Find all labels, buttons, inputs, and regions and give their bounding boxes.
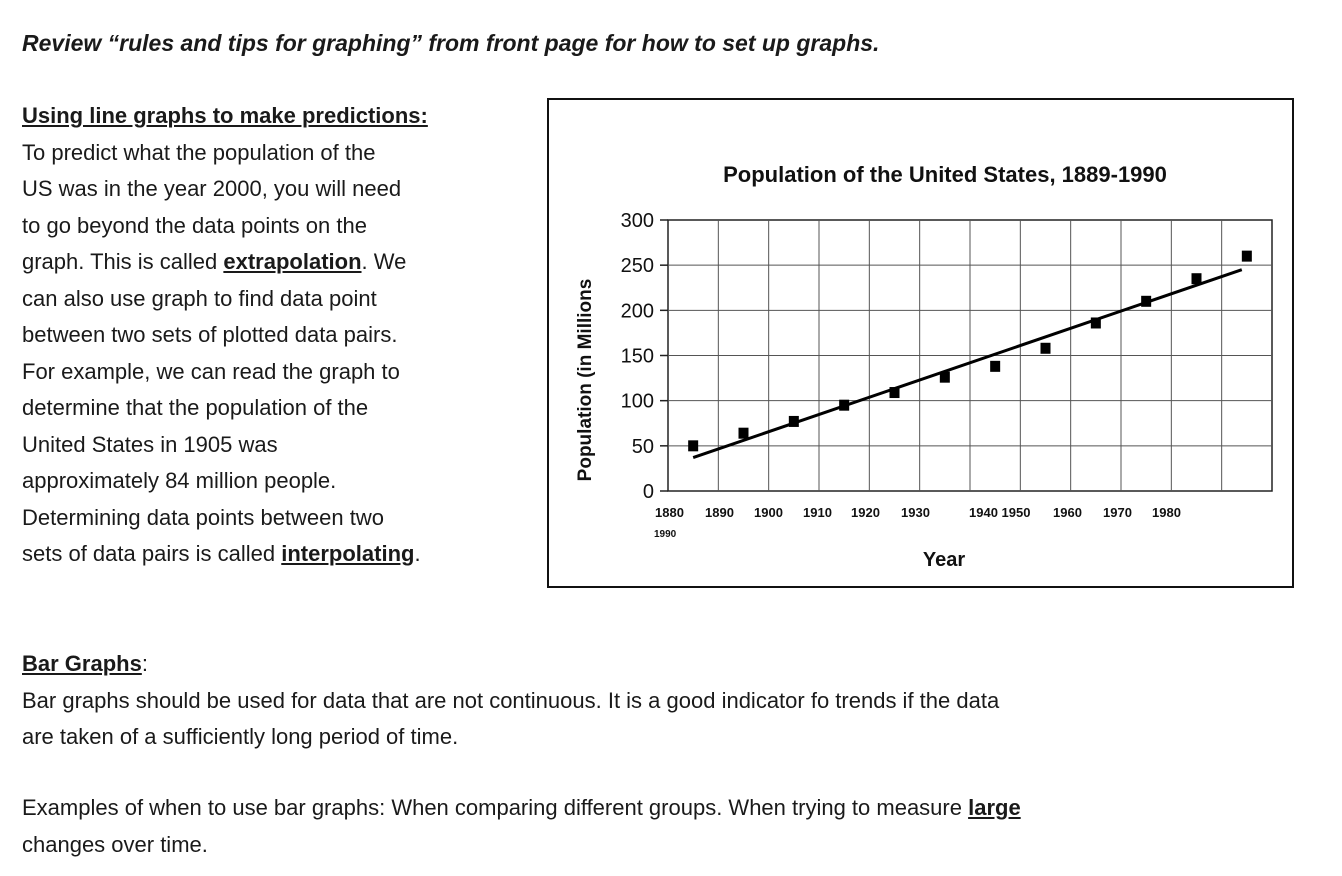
y-tick-label: 300: [620, 210, 654, 232]
bar-graph-examples: [22, 790, 1021, 863]
x-tick-label-extra: 1990: [654, 529, 677, 540]
x-tick-label: 1910: [803, 505, 832, 520]
y-tick-label: 50: [631, 435, 654, 458]
data-point: [1242, 251, 1252, 262]
text-run: . We: [361, 249, 407, 274]
paragraph-line: United States in 1905 was: [22, 431, 278, 457]
paragraph-line: Bar graphs should be used for data that are not continuous. It is a good indicator fo trends if the data: [22, 687, 1000, 713]
y-tick-label: 100: [620, 390, 654, 413]
text-run: .: [414, 541, 421, 566]
term-large: large: [968, 795, 1021, 820]
data-point: [1041, 343, 1051, 354]
x-tick-label: 1880: [655, 505, 684, 520]
x-tick-label: 1980: [1152, 505, 1181, 520]
term-interpolating: interpolating: [281, 541, 415, 566]
data-point: [1141, 296, 1151, 307]
text-run: Examples of when to use bar graphs: When comparing different groups. When trying to measure: [22, 795, 969, 820]
paragraph-line: between two sets of plotted data pairs.: [22, 322, 398, 347]
x-tick-label: 1940 1950: [969, 505, 1031, 520]
bar-graphs-heading-line: [22, 646, 999, 683]
data-point: [940, 372, 950, 383]
paragraph-line: [22, 790, 1021, 827]
x-axis-label: Year: [922, 549, 966, 571]
paragraph-line: [22, 536, 537, 573]
data-point: [890, 387, 900, 398]
chart-title: Population of the United States, 1889-1990: [723, 162, 1167, 187]
population-chart: [549, 100, 1292, 586]
paragraph-line: can also use graph to find data point: [22, 285, 377, 311]
x-tick-label: 1930: [901, 505, 930, 520]
data-point: [688, 440, 698, 451]
x-tick-label: 1890: [705, 505, 734, 520]
paragraph-line: To predict what the population of the: [22, 139, 376, 165]
data-point: [839, 400, 849, 411]
data-point: [789, 416, 799, 427]
paragraph-line: changes over time.: [22, 831, 208, 857]
x-tick-label: 1960: [1053, 505, 1082, 520]
paragraph-line: determine that the population of the: [22, 395, 369, 420]
data-point: [1192, 273, 1202, 284]
line-graphs-section: [22, 98, 537, 573]
x-tick-label: 1970: [1103, 505, 1132, 520]
section-heading-bar-graphs: Bar Graphs: [22, 651, 142, 676]
x-tick-label: 1920: [851, 505, 880, 520]
x-tick-label: 1900: [754, 505, 783, 520]
term-extrapolation: extrapolation: [223, 249, 362, 274]
paragraph-line: For example, we can read the graph to: [22, 358, 400, 384]
paragraph-line: [22, 244, 537, 281]
paragraph-line: Determining data points between two: [22, 504, 384, 530]
section-heading-line-graphs: Using line graphs to make predictions:: [22, 103, 428, 128]
y-axis-label: Population (in Millions: [575, 278, 596, 482]
data-point: [990, 361, 1000, 372]
y-tick-label: 0: [642, 481, 654, 503]
y-tick-label: 250: [620, 255, 654, 278]
bar-graphs-section: [22, 646, 999, 756]
y-tick-label: 200: [620, 300, 654, 323]
paragraph-line: approximately 84 million people.: [22, 468, 337, 493]
text-run: sets of data pairs is called: [22, 541, 282, 566]
data-point: [1091, 317, 1101, 328]
data-point: [739, 428, 749, 439]
paragraph-line: US was in the year 2000, you will need: [22, 176, 402, 201]
instruction-heading: Review “rules and tips for graphing” from front page for how to set up graphs.: [22, 30, 880, 56]
paragraph-line: to go beyond the data points on the: [22, 212, 367, 238]
chart-figure-frame: [547, 98, 1294, 588]
text-run: graph. This is called: [22, 249, 224, 274]
paragraph-line: are taken of a sufficiently long period of time.: [22, 724, 459, 749]
trend-line: [693, 270, 1242, 458]
y-tick-label: 150: [620, 345, 654, 368]
heading-colon: :: [141, 651, 148, 676]
